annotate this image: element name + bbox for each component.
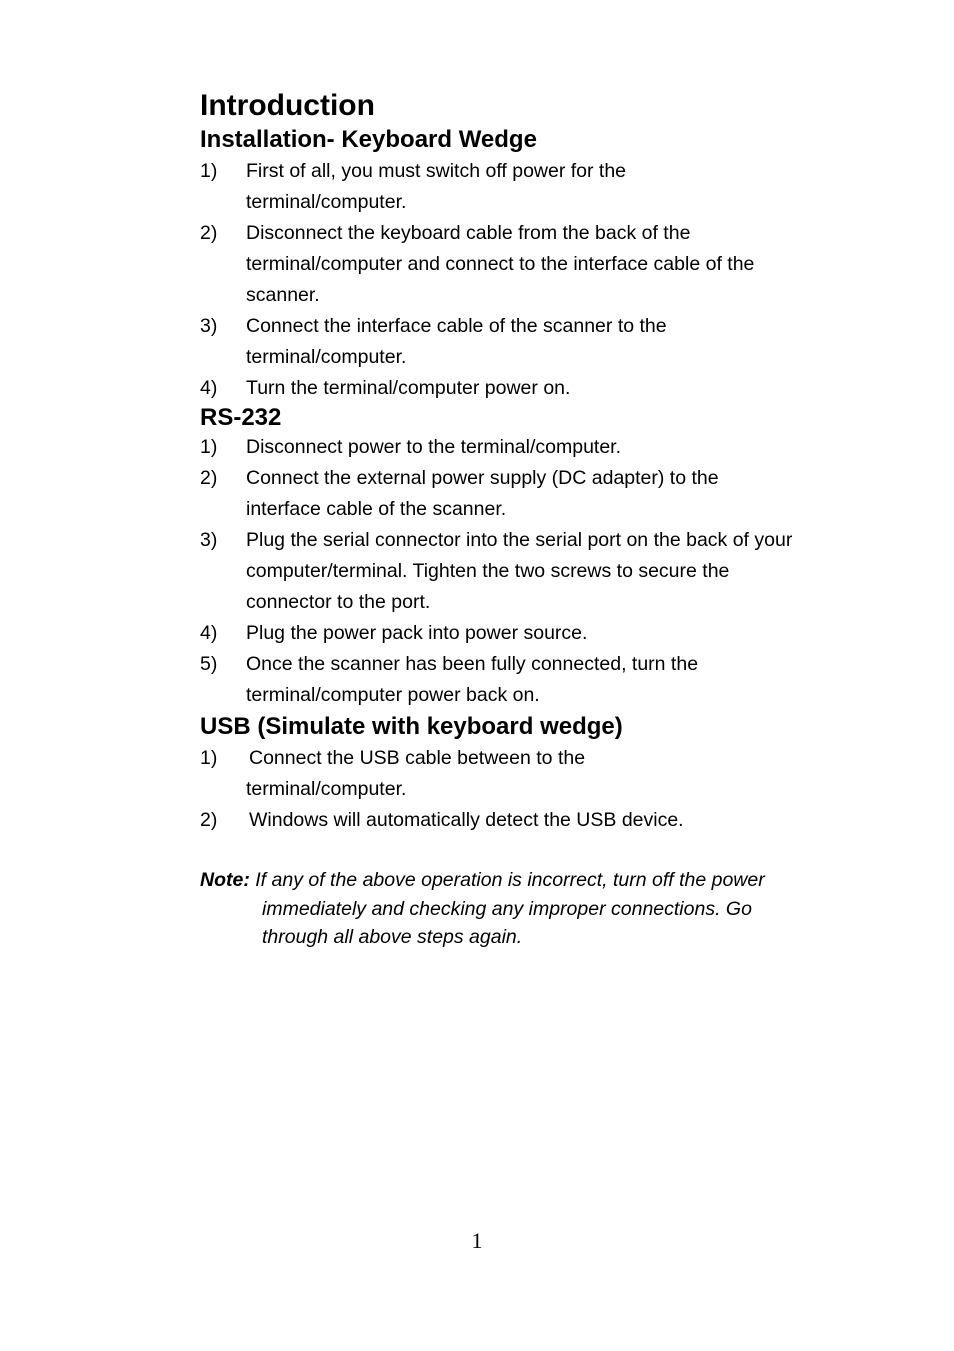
step-number: 1) bbox=[200, 160, 218, 182]
list-item bbox=[200, 373, 806, 404]
step-text: Connect the USB cable between to the terminal/computer. bbox=[246, 747, 586, 800]
list-item bbox=[200, 743, 666, 805]
note-label: Note: bbox=[200, 869, 250, 891]
step-text: Turn the terminal/computer power on. bbox=[246, 377, 571, 399]
list-item bbox=[200, 432, 806, 463]
step-text: Disconnect the keyboard cable from the back of the terminal/computer and connect to the interface cable of the scanner. bbox=[246, 222, 755, 306]
section-heading-usb: USB (Simulate with keyboard wedge) bbox=[200, 713, 623, 740]
list-item bbox=[200, 649, 776, 711]
section-heading-keyboard-wedge: Installation- Keyboard Wedge bbox=[200, 126, 537, 153]
step-number: 2) bbox=[200, 467, 218, 489]
step-number: 4) bbox=[200, 377, 218, 399]
step-text: Windows will automatically detect the USB device. bbox=[249, 809, 684, 831]
step-text: Once the scanner has been fully connected, turn the terminal/computer power back on. bbox=[246, 653, 699, 706]
list-item bbox=[200, 618, 806, 649]
step-text: First of all, you must switch off power for the terminal/computer. bbox=[246, 160, 627, 213]
list-item bbox=[200, 218, 806, 311]
list-item bbox=[200, 805, 806, 836]
step-text: Connect the interface cable of the scanner to the terminal/computer. bbox=[246, 315, 667, 368]
step-number: 2) bbox=[200, 222, 218, 244]
step-number: 1) bbox=[200, 436, 218, 458]
step-number: 1) bbox=[200, 747, 218, 769]
step-number: 2) bbox=[200, 809, 218, 831]
list-item bbox=[200, 463, 794, 525]
step-text: Plug the serial connector into the serial port on the back of your computer/terminal. Tighten the two screws to secure the connector to the port. bbox=[246, 529, 793, 613]
list-item bbox=[200, 156, 696, 218]
step-text: Disconnect power to the terminal/computer. bbox=[246, 436, 622, 458]
page-number: 1 bbox=[471, 1228, 483, 1253]
step-number: 5) bbox=[200, 653, 218, 675]
document-page bbox=[200, 88, 793, 952]
step-number: 3) bbox=[200, 315, 218, 337]
list-item bbox=[200, 311, 741, 373]
step-number: 4) bbox=[200, 622, 218, 644]
keyboard-wedge-steps bbox=[200, 156, 780, 404]
note bbox=[200, 866, 802, 952]
page-title: Introduction bbox=[200, 89, 375, 122]
step-text: Connect the external power supply (DC adapter) to the interface cable of the scanner. bbox=[246, 467, 719, 520]
list-item bbox=[200, 525, 806, 618]
usb-steps bbox=[200, 743, 780, 836]
rs232-steps bbox=[200, 432, 793, 711]
section-heading-rs232: RS-232 bbox=[200, 404, 282, 431]
step-text: Plug the power pack into power source. bbox=[246, 622, 588, 644]
note-text: If any of the above operation is incorrect, turn off the power immediately and checking any improper connections. Go through all above steps again. bbox=[255, 869, 765, 948]
step-number: 3) bbox=[200, 529, 218, 551]
